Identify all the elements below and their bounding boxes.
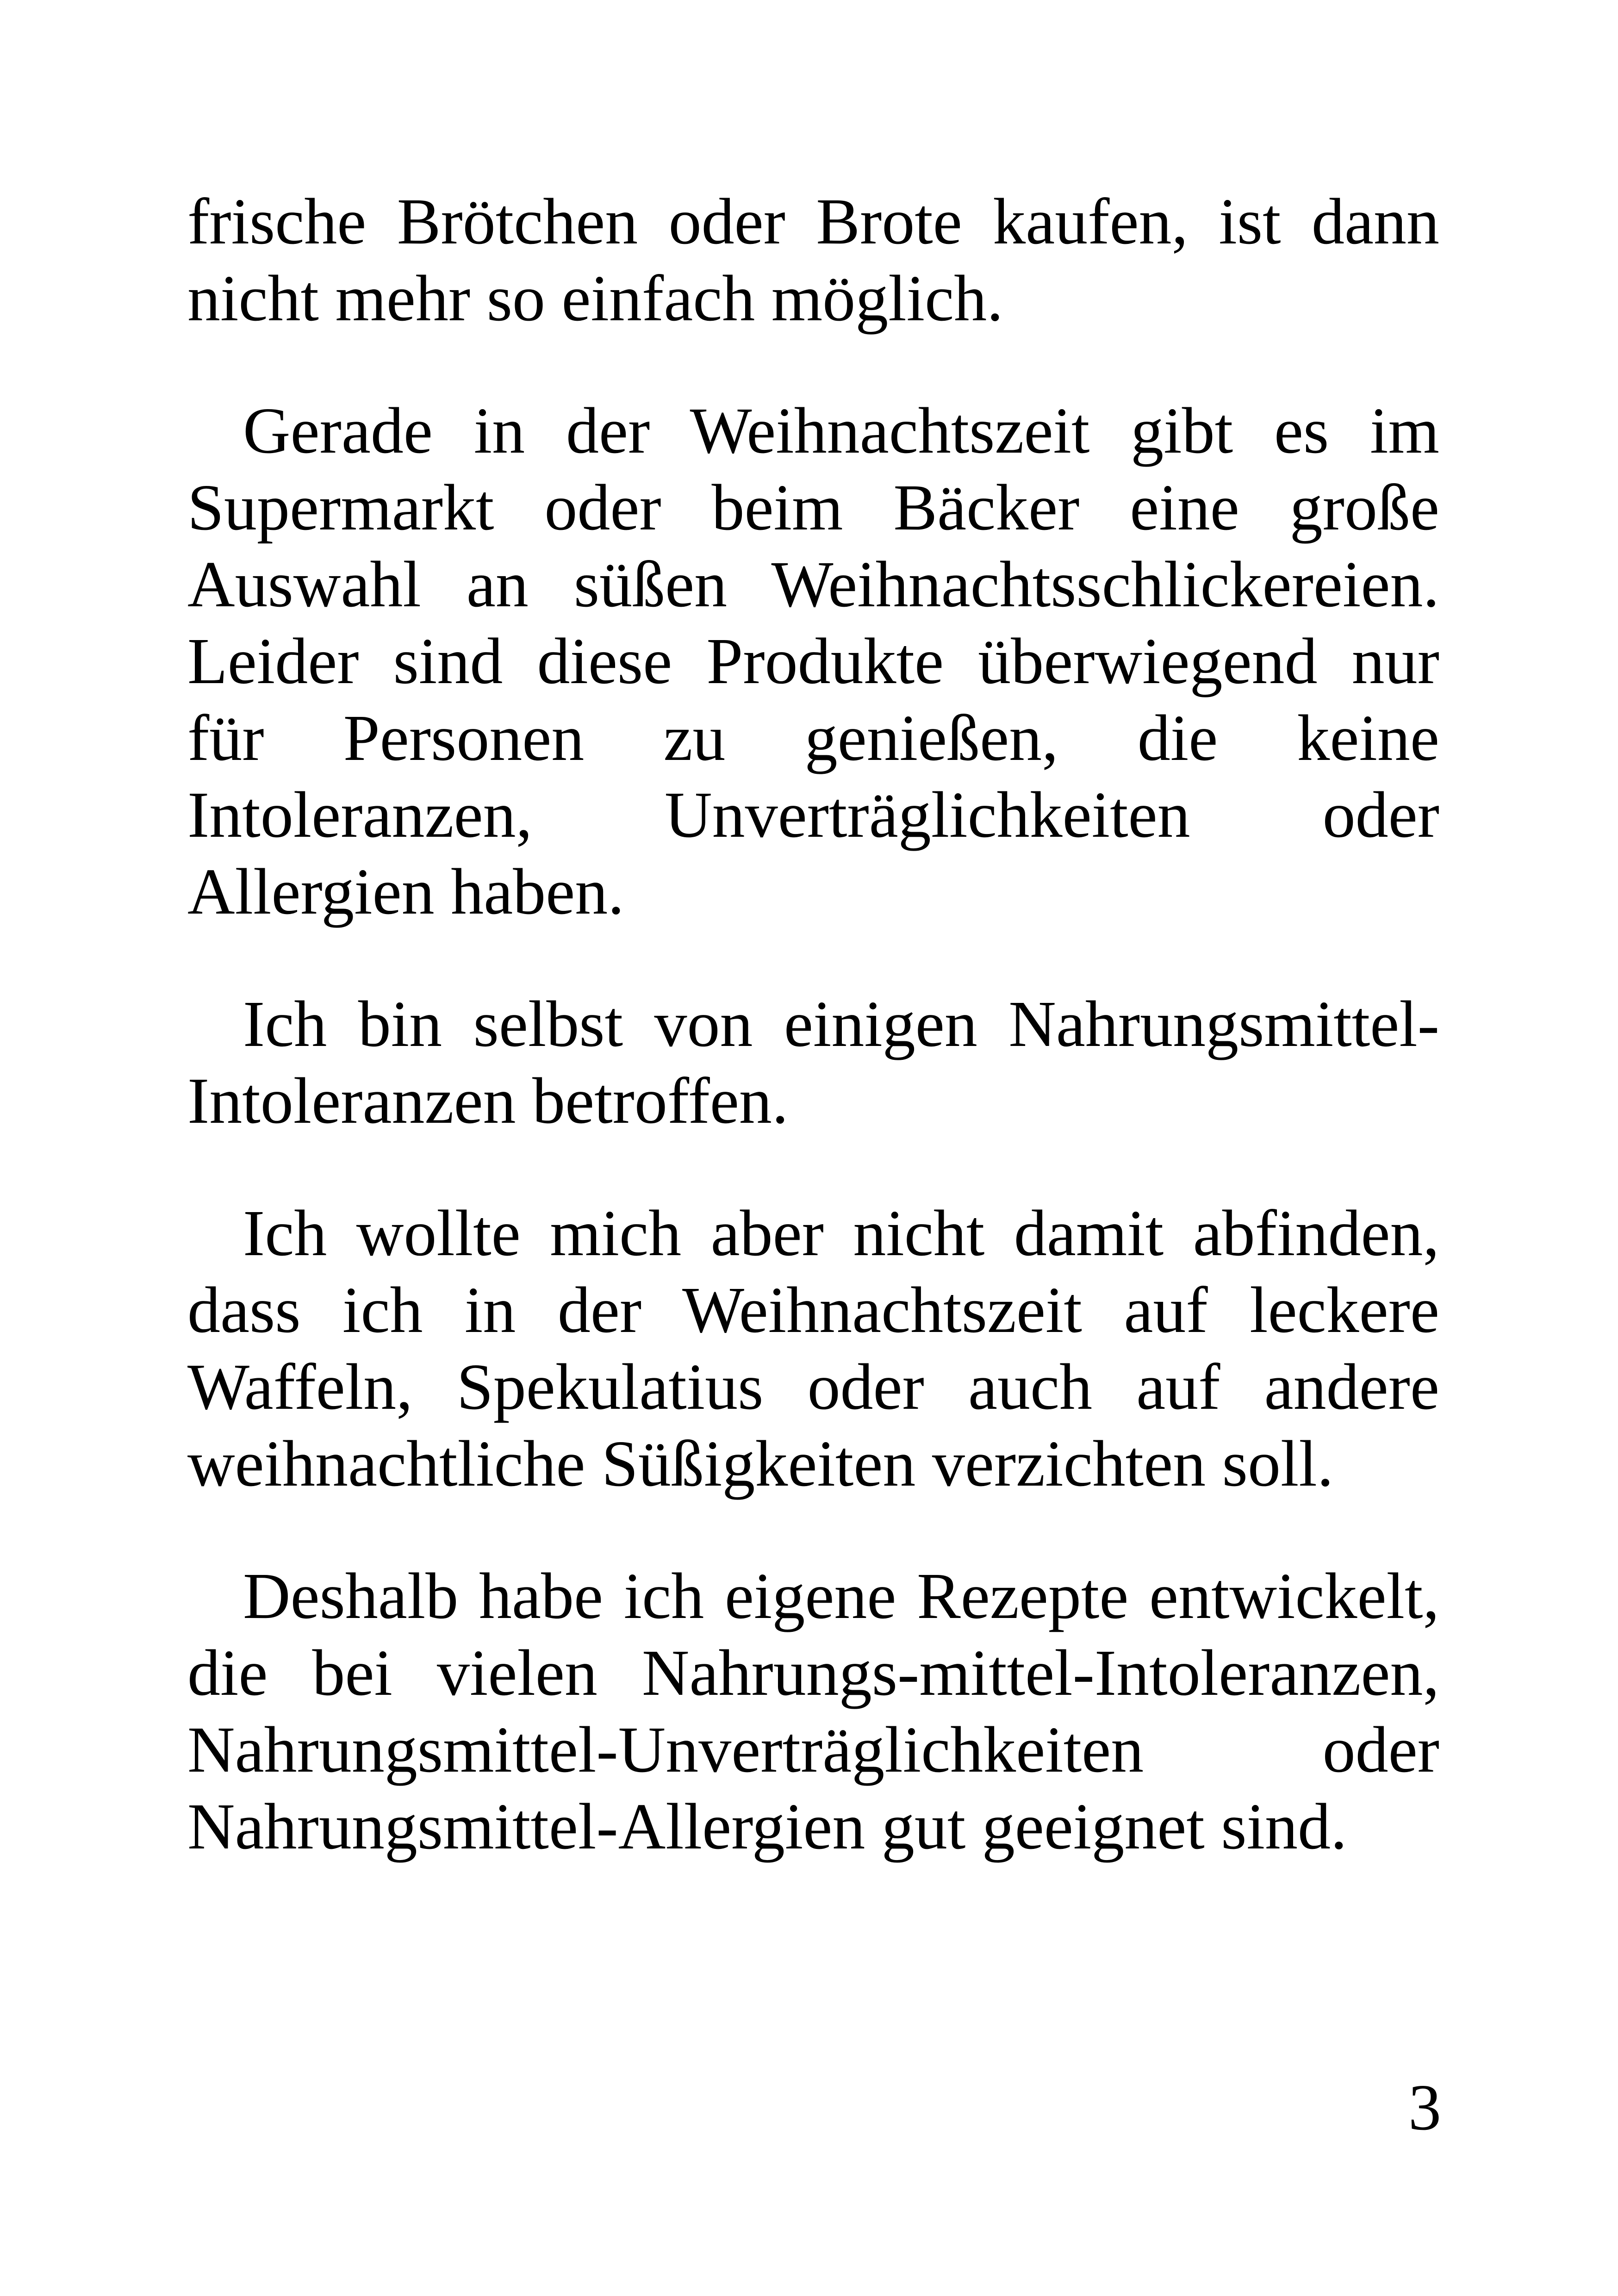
paragraph-nicht-abfinden: Ich wollte mich aber nicht damit abfinden, dass ich in der Weihnachtszeit auf leckere Waffeln, Spekulatius oder auch auf andere weihnachtliche Süßigkeiten verzichten soll. [187, 1196, 1439, 1500]
paragraph-weihnachtszeit: Gerade in der Weihnachtszeit gibt es im Supermarkt oder beim Bäcker eine große Auswahl an süßen Weihnachtsschlickereien. Leider sind diese Produkte überwiegend nur für Personen zu genießen, die keine Intoleranzen, Unverträglichkeiten oder Allergien haben. [187, 394, 1439, 928]
body-text [187, 183, 1439, 1920]
page-number: 3 [1408, 2071, 1441, 2144]
paragraph-rezepte: Deshalb habe ich eigene Rezepte entwickelt, die bei vielen Nahrungs-mittel-Intoleranzen, Nahrungsmittel-Unverträglichkeiten oder Nahrungsmittel-Allergien gut geeignet sind. [187, 1559, 1439, 1863]
paragraph-intoleranzen: Ich bin selbst von einigen Nahrungsmittel-Intoleranzen betroffen. [187, 987, 1439, 1137]
paragraph-continued: frische Brötchen oder Brote kaufen, ist dann nicht mehr so einfach möglich. [187, 185, 1439, 335]
